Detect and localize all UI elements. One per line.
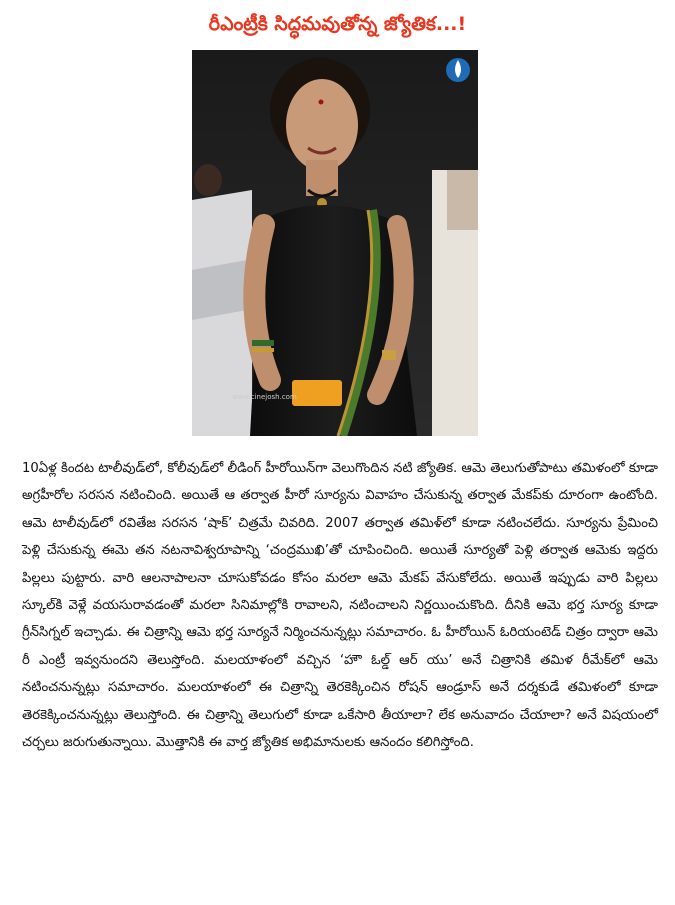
photo-watermark: www.cinejosh.com xyxy=(232,393,297,401)
photo-illustration xyxy=(192,50,478,436)
article-photo xyxy=(192,50,478,436)
page-title: రీఎంట్రీకి సిద్ధమవుతోన్న జ్యోతిక...! xyxy=(208,13,467,35)
article-body: 10ఏళ్ల కిందట టాలీవుడ్‌లో, కోలీవుడ్‌లో లీడింగ్ హీరోయిన్‌గా వెలుగొందిన నటి జ్యోతిక. ఆమె తెలుగుతోపాటు తమిళంలో కూడా అగ్రహీరోల సరసన నటించింది. అయితే ఆ తర్వాత హీరో సూర్యను వివాహం చేసుకున్న తర్వాత మేకప్‌కు దూరంగా ఉంటోంది. ఆమె టాలీవుడ్‌లో రవితేజ సరసన ‘షాక్’ చిత్రమే చివరిది. 2007 తర్వాత తమిళ్‌లో కూడా నటించలేదు. సూర్యను ప్రేమించి పెళ్లి చేసుకున్న ఈమె తన నటనావిశ్వరూపాన్ని ‘చంద్రముఖి’తో చూపించింది. అయితే సూర్యతో పెళ్లి తర్వాత ఆమెకు ఇద్దరు పిల్లలు పుట్టారు. వారి ఆలనాపాలనా చూసుకోవడం కోసం మరలా ఆమె మేకప్ వేసుకోలేదు. అయితే ఇప్పుడు వారి పిల్లలు స్కూల్‌కి వెళ్లే వయసురావడంతో మరలా సినిమాల్లోకి రావాలని, నటించాలని నిర్ణయించుకొంది. దీనికి ఆమె భర్త సూర్య కూడా గ్రీన్‌సిగ్నల్ ఇచ్చాడు. ఈ చిత్రాన్ని ఆమె భర్త సూర్యనే నిర్మించనున్నట్లు సమాచారం. ఓ హీరోయిన్ ఓరియంటెడ్ చిత్రం ద్వారా ఆమె రీ ఎంట్రీ ఇవ్వనుందని తెలుస్తోంది. మలయాళంలో వచ్చిన ‘హౌ ఓల్డ్ ఆర్ యు’ అనే చిత్రానికి తమిళ రీమేక్‌లో ఆమె నటించనున్నట్లు సమాచారం. మలయాళంలో ఈ చిత్రాన్ని తెరకెక్కించిన రోషన్ ఆండ్రూస్ అనే దర్శకుడే తమిళంలో కూడా తెరకెక్కించనున్నట్లు తెలుస్తోంది. ఈ చిత్రాన్ని తెలుగులో కూడా ఒకేసారి తీయాలా? లేక అనువాదం చేయాలా? అనే విషయంలో చర్చలు జరుగుతున్నాయి. మొత్తానికి ఈ వార్త జ్యోతిక అభిమానులకు ఆనందం కలిగిస్తోంది. xyxy=(22,461,658,751)
